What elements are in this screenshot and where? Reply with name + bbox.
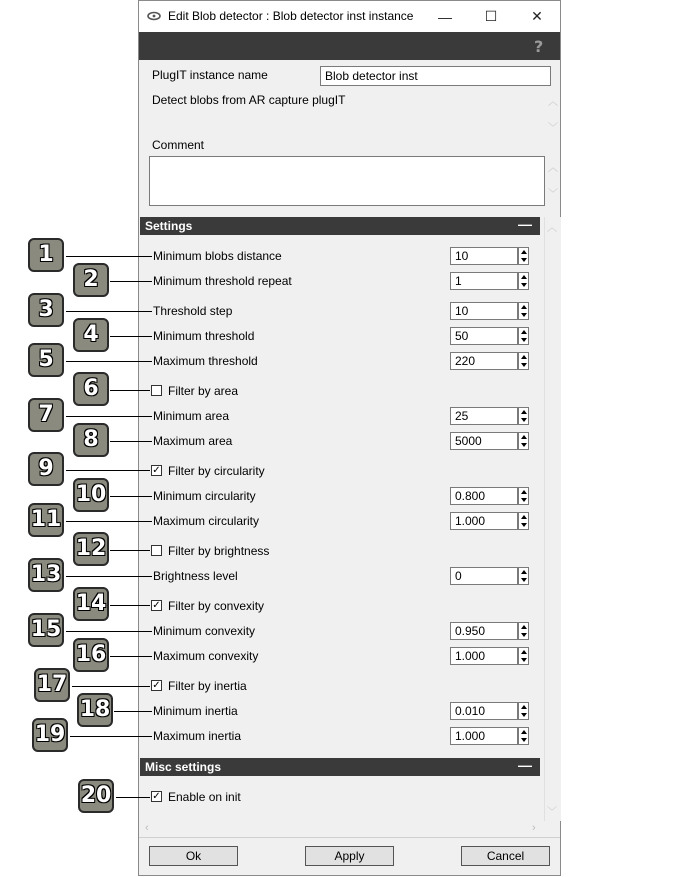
callout-leader [110, 336, 152, 337]
setting-label: Maximum circularity [153, 514, 260, 528]
spinbox[interactable] [450, 432, 530, 450]
checkbox-label: Filter by area [168, 384, 239, 398]
callout-badge-6: 6 [73, 372, 109, 406]
spin-arrows[interactable] [518, 622, 529, 640]
spinbox[interactable] [450, 407, 530, 425]
callout-badge-9: 9 [28, 452, 64, 486]
spinbox-value[interactable]: 220 [450, 352, 518, 370]
callout-leader [72, 686, 150, 687]
callout-badge-8: 8 [73, 423, 109, 457]
setting-label: Maximum threshold [153, 354, 258, 368]
checkbox-label: Filter by brightness [168, 544, 270, 558]
spinbox-value[interactable]: 1.000 [450, 727, 518, 745]
spinbox-value[interactable]: 10 [450, 247, 518, 265]
scroll-right-icon[interactable]: › [532, 822, 536, 834]
spin-arrows[interactable] [518, 487, 529, 505]
filter-by-convexity-checkbox[interactable]: ✓ [152, 600, 161, 611]
spinbox-value[interactable]: 0 [450, 567, 518, 585]
misc-section-header[interactable] [140, 758, 540, 776]
setting-label: Minimum circularity [153, 489, 256, 503]
spinbox-value[interactable]: 1 [450, 272, 518, 290]
setting-label: Maximum convexity [153, 649, 259, 663]
collapse-icon[interactable]: — [518, 757, 532, 773]
comment-textarea[interactable] [149, 156, 545, 206]
callout-badge-5: 5 [28, 343, 64, 377]
settings-title: Settings [145, 219, 193, 233]
spinbox[interactable] [450, 567, 530, 585]
title-bar [139, 1, 560, 32]
minimize-button[interactable]: — [438, 8, 452, 25]
spinbox[interactable] [450, 727, 530, 745]
spin-arrows[interactable] [518, 352, 529, 370]
close-button[interactable]: ✕ [531, 8, 543, 24]
settings-vertical-scrollbar[interactable] [544, 217, 561, 821]
callout-leader [110, 496, 152, 497]
callout-leader [66, 470, 150, 471]
filter-by-inertia-checkbox[interactable]: ✓ [152, 680, 161, 691]
callout-badge-12: 12 [73, 532, 109, 566]
spin-arrows[interactable] [518, 702, 529, 720]
callout-badge-18: 18 [77, 693, 113, 727]
spinbox-value[interactable]: 5000 [450, 432, 518, 450]
callout-badge-16: 16 [73, 638, 109, 672]
setting-label: Threshold step [153, 304, 233, 318]
callout-leader [66, 361, 152, 362]
ok-button[interactable]: Ok [149, 846, 238, 866]
spinbox-value[interactable]: 0.800 [450, 487, 518, 505]
callout-badge-11: 11 [28, 503, 64, 537]
footer-divider [139, 837, 560, 838]
spinbox[interactable] [450, 622, 530, 640]
description-scrollbar[interactable]: ︿ ﹀ [548, 97, 558, 134]
checkbox-label: Filter by circularity [168, 464, 265, 478]
callout-leader [66, 416, 152, 417]
enable-on-init-checkbox[interactable]: ✓ [152, 791, 161, 802]
setting-label: Minimum blobs distance [153, 249, 282, 263]
spinbox[interactable] [450, 272, 530, 290]
callout-leader [66, 256, 152, 257]
help-icon[interactable]: ? [534, 37, 544, 56]
spinbox[interactable] [450, 247, 530, 265]
callout-leader [66, 521, 152, 522]
app-icon [147, 9, 161, 23]
spinbox-value[interactable]: 1.000 [450, 647, 518, 665]
callout-leader [66, 311, 152, 312]
callout-leader [114, 711, 152, 712]
callout-badge-14: 14 [73, 587, 109, 621]
spinbox-value[interactable]: 0.010 [450, 702, 518, 720]
setting-label: Maximum area [153, 434, 233, 448]
checkbox-label: Filter by convexity [168, 599, 265, 613]
cancel-button[interactable]: Cancel [461, 846, 550, 866]
settings-section-header[interactable] [140, 217, 540, 235]
callout-badge-20: 20 [78, 779, 114, 813]
callout-leader [110, 281, 152, 282]
apply-button[interactable]: Apply [305, 846, 394, 866]
checkbox-label: Enable on init [168, 790, 241, 804]
scroll-up-icon[interactable]: ︿ [547, 223, 557, 234]
plugit-description: Detect blobs from AR capture plugIT [152, 93, 346, 107]
callout-leader [66, 631, 152, 632]
callout-badge-3: 3 [28, 293, 64, 327]
edit-dialog-window [138, 0, 561, 876]
callout-leader [110, 390, 150, 391]
settings-horizontal-scrollbar[interactable] [139, 821, 544, 837]
spin-arrows[interactable] [518, 327, 529, 345]
spinbox[interactable] [450, 512, 530, 530]
setting-label: Minimum area [153, 409, 230, 423]
callout-leader [110, 441, 152, 442]
callout-badge-7: 7 [28, 398, 64, 432]
settings-panel [139, 217, 560, 837]
spinbox[interactable] [450, 302, 530, 320]
callout-badge-4: 4 [73, 318, 109, 352]
callout-leader [66, 576, 152, 577]
window-title: Edit Blob detector : Blob detector inst instance [168, 9, 414, 23]
spin-arrows[interactable] [518, 512, 529, 530]
spinbox[interactable] [450, 647, 530, 665]
setting-label: Minimum threshold [153, 329, 255, 343]
spinbox[interactable] [450, 352, 530, 370]
setting-label: Maximum inertia [153, 729, 242, 743]
filter-by-circularity-checkbox[interactable]: ✓ [152, 465, 161, 476]
callout-badge-1: 1 [28, 238, 64, 272]
instance-name-input[interactable]: Blob detector inst [320, 66, 551, 86]
callout-badge-13: 13 [28, 558, 64, 592]
spinbox-value[interactable]: 50 [450, 327, 518, 345]
callout-badge-15: 15 [28, 613, 64, 647]
filter-by-brightness-checkbox[interactable] [151, 545, 162, 556]
callout-leader [116, 797, 150, 798]
callout-leader [70, 736, 152, 737]
comment-scrollbar[interactable]: ︿ ﹀ [548, 163, 558, 200]
scroll-left-icon[interactable]: ‹ [145, 822, 149, 834]
spin-arrows[interactable] [518, 272, 529, 290]
callout-badge-19: 19 [32, 718, 68, 752]
callout-badge-10: 10 [73, 478, 109, 512]
misc-title: Misc settings [145, 760, 222, 774]
scroll-down-icon[interactable]: ﹀ [547, 807, 557, 818]
toolbar [139, 32, 560, 60]
spinbox-value[interactable]: 1.000 [450, 512, 518, 530]
callout-leader [110, 605, 150, 606]
comment-label: Comment [152, 138, 205, 152]
spin-arrows[interactable] [518, 567, 529, 585]
spinbox[interactable] [450, 487, 530, 505]
setting-label: Minimum threshold repeat [153, 274, 292, 288]
spin-arrows[interactable] [518, 647, 529, 665]
setting-label: Brightness level [153, 569, 238, 583]
setting-label: Minimum convexity [153, 624, 256, 638]
callout-badge-17: 17 [34, 668, 70, 702]
spinbox-value[interactable]: 25 [450, 407, 518, 425]
spin-arrows[interactable] [518, 432, 529, 450]
spinbox-value[interactable]: 0.950 [450, 622, 518, 640]
checkbox-label: Filter by inertia [168, 679, 247, 693]
callout-leader [110, 550, 150, 551]
spin-arrows[interactable] [518, 727, 529, 745]
spin-arrows[interactable] [518, 247, 529, 265]
setting-label: Minimum inertia [153, 704, 238, 718]
maximize-button[interactable]: ☐ [484, 8, 498, 24]
filter-by-area-checkbox[interactable] [151, 385, 162, 396]
instance-name-label: PlugIT instance name [152, 68, 268, 82]
collapse-icon[interactable]: — [518, 216, 532, 232]
spinbox[interactable] [450, 327, 530, 345]
spinbox[interactable] [450, 702, 530, 720]
callout-leader [110, 656, 152, 657]
spinbox-value[interactable]: 10 [450, 302, 518, 320]
callout-badge-2: 2 [73, 263, 109, 297]
spin-arrows[interactable] [518, 302, 529, 320]
spin-arrows[interactable] [518, 407, 529, 425]
